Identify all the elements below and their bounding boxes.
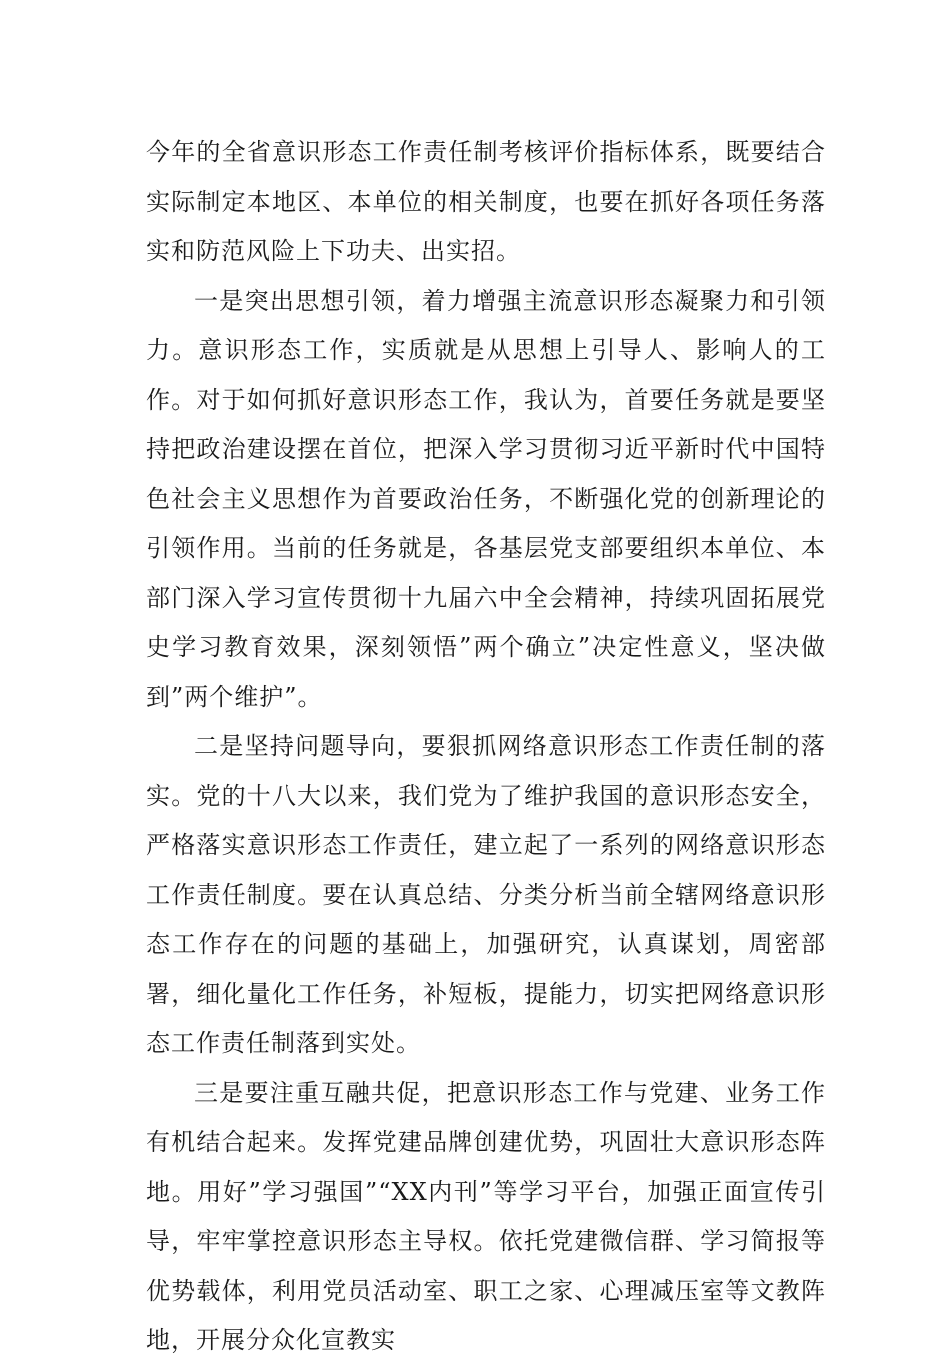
paragraph-ideological-guidance: 一是突出思想引领，着力增强主流意识形态凝聚力和引领力。意识形态工作，实质就是从思想上引导人、影响人的工作。对于如何抓好意识形态工作，我认为，首要任务就是要坚持把政治建设摆在首位，把深入学习贯彻习近平新时代中国特色社会主义思想作为首要政治任务，不断强化党的创新理论的引领作用。当前的任务就是，各基层党支部要组织本单位、本部门深入学习宣传贯彻十九届六中全会精神，持续巩固拓展党史学习教育效果，深刻领悟”两个确立”决定性意义，坚决做到”两个维护”。 — [146, 286, 826, 711]
paragraph-problem-orientation: 二是坚持问题导向，要狠抓网络意识形态工作责任制的落实。党的十八大以来，我们党为了维护我国的意识形态安全，严格落实意识形态工作责任，建立起了一系列的网络意识形态工作责任制度。要在认真总结、分类分析当前全辖网络意识形态工作存在的问题的基础上，加强研究，认真谋划，周密部署，细化量化工作任务，补短板，提能力，切实把网络意识形态工作责任制落到实处。 — [146, 732, 826, 1057]
document-body — [146, 128, 826, 1366]
paragraph-continuation: 今年的全省意识形态工作责任制考核评价指标体系，既要结合实际制定本地区、本单位的相关制度，也要在抓好各项任务落实和防范风险上下功夫、出实招。 — [146, 138, 826, 265]
paragraph-integration: 三是要注重互融共促，把意识形态工作与党建、业务工作有机结合起来。发挥党建品牌创建优势，巩固壮大意识形态阵地。用好”学习强国”“XX内刊”等学习平台，加强正面宣传引导，牢牢掌控意识形态主导权。依托党建微信群、学习简报等优势载体，利用党员活动室、职工之家、心理减压室等文教阵地，开展分众化宣教实 — [146, 1078, 826, 1354]
